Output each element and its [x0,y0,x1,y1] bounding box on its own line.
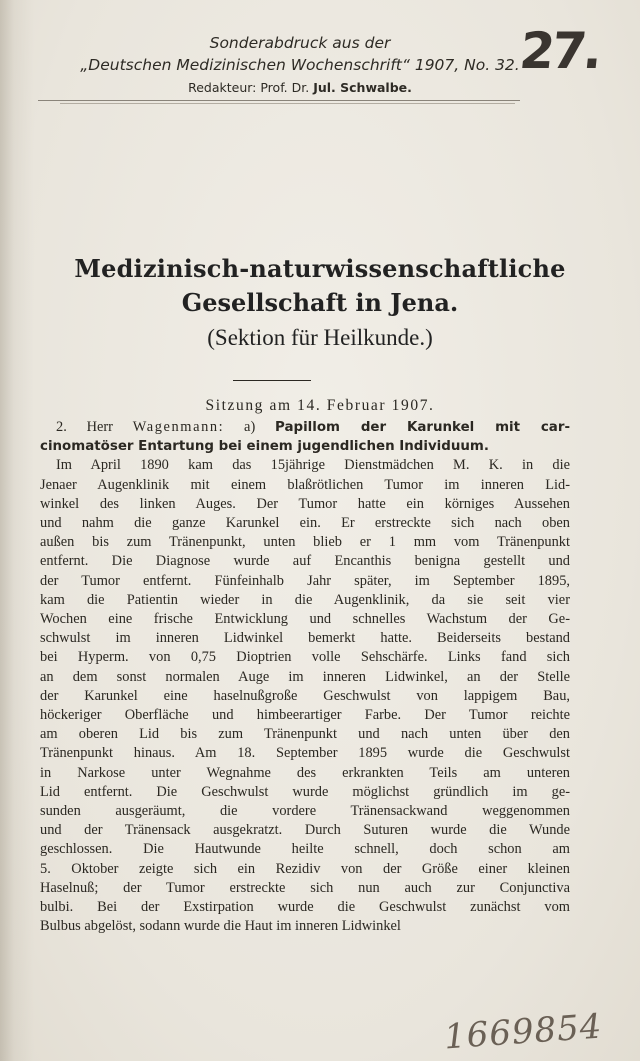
session-date: Sitzung am 14. Februar 1907. [205,397,435,414]
title-divider [233,380,311,381]
body-line: außen bis zum Tränenpunkt, unten blieb er 1 mm vom Tränenpunkt [40,534,570,551]
body-line: der Tumor entfernt. Fünfeinhalb Jahr später, im September 1895, [40,572,570,589]
item-heading-line-1 [40,418,570,437]
body-line: Haselnuß; der Tumor erstreckte sich nun auch zur Conjunctiva [40,879,570,896]
archive-number-stamp: 27. [516,22,603,80]
body-line: geschlossen. Die Hautwunde heilte schnell, doch schon am [40,841,570,858]
body-line: 5. Oktober zeigte sich ein Rezidiv von der Größe einer kleinen [40,860,570,877]
body-line: Tränenpunkt hinaus. Am 18. September 1895 wurde die Geschwulst [40,745,570,762]
offprint-note: Sonderabdruck aus der [209,34,391,52]
body-line: Bulbus abgelöst, sodann wurde die Haut im inneren Lidwinkel [40,918,401,935]
body-line: Wochen eine frische Entwicklung und schnelles Wachstum der Ge- [40,611,570,628]
body-line: am oberen Lid bis zum Tränenpunkt und nach unten über den [40,726,570,743]
body-line: kam die Patientin wieder in die Augenklinik, da sie seit vier [40,591,570,608]
society-title-line-2: Gesellschaft in Jena. [181,288,459,317]
body-line: winkel des linken Auges. Der Tumor hatte ein körniges Aussehen [40,495,570,512]
body-line: Lid entfernt. Die Geschwulst wurde möglichst gründlich im ge- [40,783,570,800]
topic-prefix: a) [224,419,276,435]
body-line: entfernt. Die Diagnose wurde auf Encanthis benigna gestellt und [40,553,570,570]
body-line: und der Tränensack ausgekratzt. Durch Suturen wurde die Wunde [40,822,570,839]
item-heading-line-2 [40,437,570,456]
body-line: schwulst im inneren Lidwinkel bemerkt hatte. Beiderseits bestand [40,630,570,647]
handwritten-note: 1669854 [442,1006,604,1058]
body-line: der Karunkel eine haselnußgroße Geschwulst von lappigem Bau, [40,687,570,704]
body-line: höckeriger Oberfläche und himbeerartiger Farbe. Der Tumor reichte [40,707,570,724]
speaker-name: Wagenmann: [132,419,225,435]
body-line: Jenaer Augenklinik mit einem blaßrötlichen Tumor im inneren Lid- [40,476,570,493]
editor-line [0,80,640,95]
body-line: bulbi. Bei der Exstirpation wurde die Geschwulst zunächst vom [40,899,570,916]
item-number: 2. Herr [56,419,133,435]
body-line: und nahm die ganze Karunkel ein. Er erstreckte sich nach oben [40,515,570,532]
topic-title-1: Papillom der Karunkel mit car- [275,420,570,435]
header-rule [38,100,520,101]
journal-citation: „Deutschen Medizinischen Wochenschrift“ 1907, No. 32. [80,56,520,74]
editor-name: Jul. Schwalbe. [313,80,412,95]
body-line: sunden ausgeräumt, die vordere Tränensackwand weggenommen [40,803,570,820]
body-line: in Narkose unter Wegnahme des erkrankten Teils am unteren [40,764,570,781]
article-body [40,418,570,936]
body-line: bei Hyperm. von 0,75 Dioptrien volle Sehschärfe. Links fand sich [40,649,570,666]
body-line: an dem sonst normalen Auge im inneren Lidwinkel, an der Stelle [40,668,570,685]
topic-title-2: cinomatöser Entartung bei einem jugendlichen Individuum. [40,439,489,455]
body-line: Im April 1890 kam das 15jährige Dienstmädchen M. K. in die [56,457,570,474]
section-subtitle: (Sektion für Heilkunde.) [207,325,433,350]
header-rule-secondary [60,103,515,104]
society-title-line-1: Medizinisch-naturwissenschaftliche [74,254,566,283]
editor-prefix: Redakteur: Prof. Dr. [188,80,314,95]
